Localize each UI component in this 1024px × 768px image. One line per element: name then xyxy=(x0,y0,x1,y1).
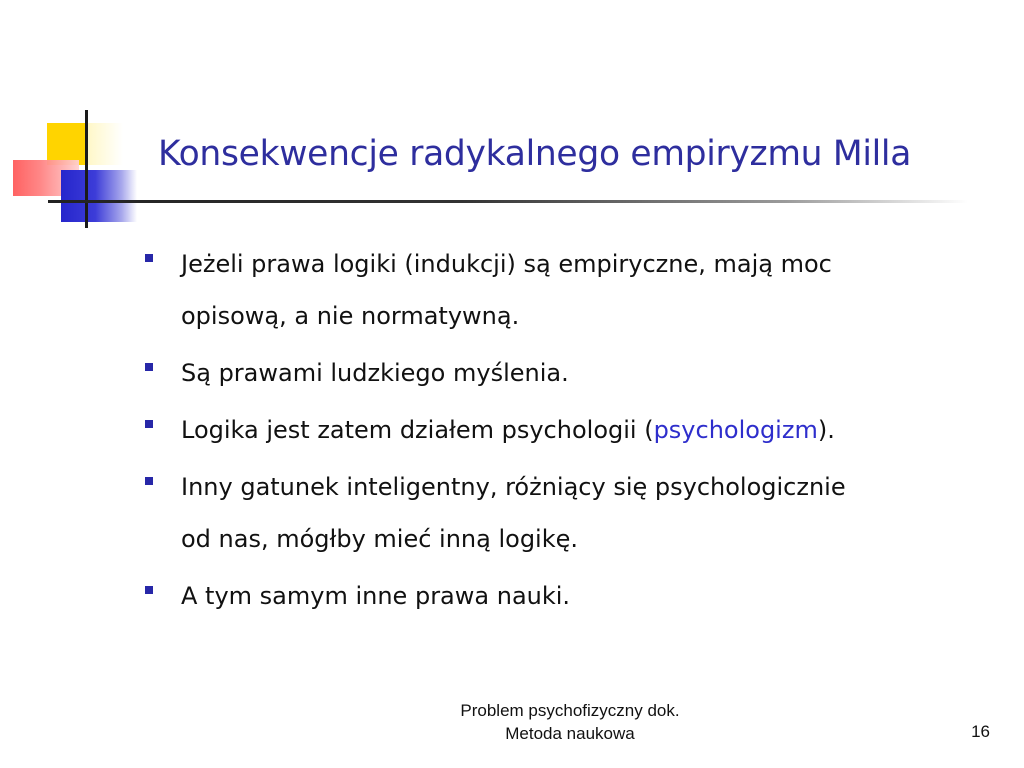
slide-title: Konsekwencje radykalnego empiryzmu Milla xyxy=(158,134,912,174)
decorative-logo xyxy=(0,0,160,240)
highlighted-term: psychologizm xyxy=(653,416,818,444)
bullet-text-line xyxy=(181,404,970,456)
slide-footer xyxy=(420,699,720,745)
square-bullet-icon xyxy=(145,420,153,428)
vertical-rule xyxy=(85,110,88,228)
bullet-text-after: ). xyxy=(817,416,835,444)
square-bullet-icon xyxy=(145,477,153,485)
bullet-item xyxy=(140,461,970,565)
bullet-text-before: Logika jest zatem działem psychologii ( xyxy=(181,416,654,444)
title-underline xyxy=(48,200,968,203)
bullet-item xyxy=(140,347,970,399)
footer-line-1: Problem psychofizyczny dok. xyxy=(460,701,680,720)
bullet-text-line: od nas, mógłby mieć inną logikę. xyxy=(181,525,579,553)
footer-line-2: Metoda naukowa xyxy=(505,724,635,743)
bullet-text-line: Inny gatunek inteligentny, różniący się psychologicznie xyxy=(181,473,846,501)
square-bullet-icon xyxy=(145,363,153,371)
yellow-square xyxy=(47,123,85,165)
blue-square xyxy=(61,170,137,222)
bullet-item xyxy=(140,238,970,342)
square-bullet-icon xyxy=(145,254,153,262)
bullet-text-line: Jeżeli prawa logiki (indukcji) są empiryczne, mają moc xyxy=(181,250,832,278)
bullet-text-line: opisową, a nie normatywną. xyxy=(181,302,520,330)
bullet-text-line: Są prawami ludzkiego myślenia. xyxy=(181,359,569,387)
bullet-item xyxy=(140,404,970,456)
yellow-fade-square xyxy=(85,123,123,165)
bullet-item xyxy=(140,570,970,622)
bullet-text-line: A tym samym inne prawa nauki. xyxy=(181,582,571,610)
bullet-list xyxy=(140,238,970,627)
page-number: 16 xyxy=(971,722,990,741)
square-bullet-icon xyxy=(145,586,153,594)
